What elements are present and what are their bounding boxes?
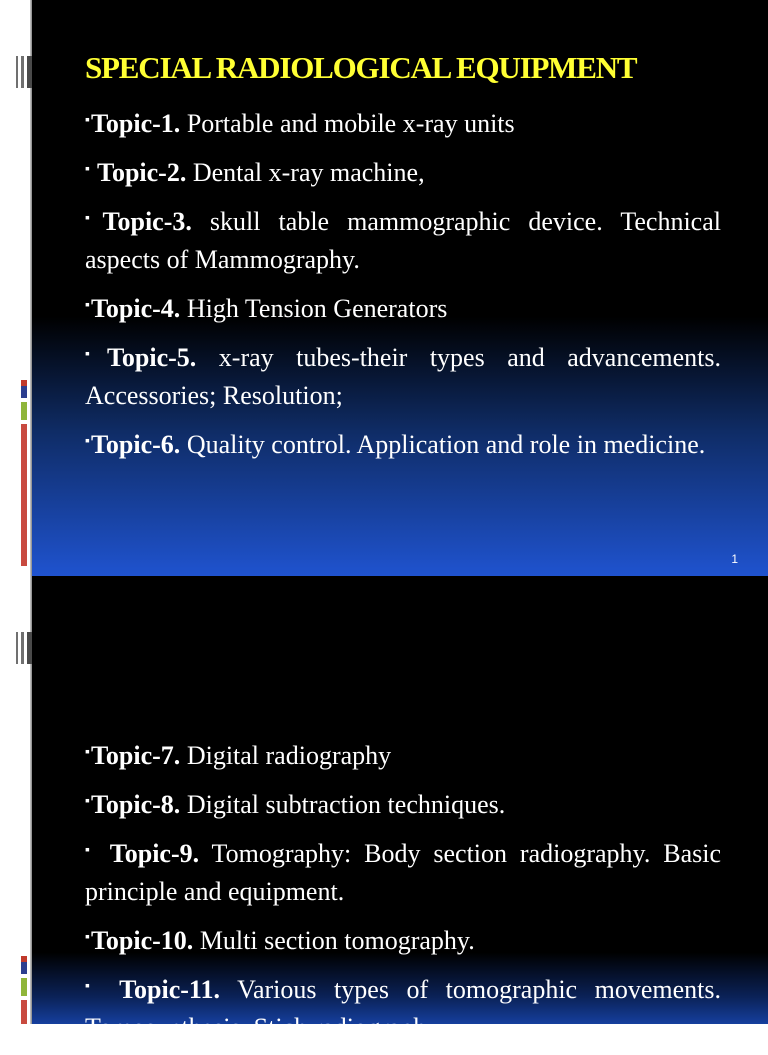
square-bullet-icon: ▪ — [85, 745, 90, 760]
page-number: 1 — [731, 552, 738, 566]
topic-label: Topic-11. — [102, 975, 220, 1004]
topic-text: Various types of tomographic movements. Tomosynthesis. Stich radiography. — [85, 975, 721, 1042]
topic-label: Topic-6. — [90, 430, 181, 459]
list-item — [85, 102, 721, 143]
topic-list — [85, 734, 721, 1055]
topic-text: x-ray tubes-their types and advancements. Accessories; Resolution; — [85, 343, 722, 410]
topic-text: Tomography: Body section radiography. Basic principle and equipment. — [85, 839, 721, 906]
list-item — [85, 423, 721, 464]
square-bullet-icon: ▪ — [85, 162, 90, 177]
square-bullet-icon: ▪ — [85, 930, 90, 945]
topic-label: Topic-10. — [90, 926, 194, 955]
list-item — [85, 919, 721, 960]
topic-label: Topic-8. — [90, 790, 181, 819]
topic-text: Multi section tomography. — [193, 926, 475, 955]
list-item — [85, 336, 721, 415]
list-item — [85, 734, 721, 775]
topic-label: Topic-2. — [90, 158, 187, 187]
topic-text: High Tension Generators — [180, 294, 448, 323]
topic-list — [85, 102, 721, 472]
topic-text: Digital subtraction techniques. — [180, 790, 506, 819]
slide-title: SPECIAL RADIOLOGICAL EQUIPMENT — [85, 50, 637, 85]
topic-label: Topic-7. — [90, 741, 181, 770]
topic-label: Topic-3. — [102, 207, 192, 236]
topic-label: Topic-5. — [106, 343, 197, 372]
square-bullet-icon: ▪ — [85, 298, 90, 313]
topic-text: Digital radiography — [180, 741, 392, 770]
list-item — [85, 968, 721, 1047]
bars-ornament-icon — [16, 56, 32, 88]
square-bullet-icon: ▪ — [85, 113, 90, 128]
topic-label: Topic-4. — [90, 294, 181, 323]
accent-stripe — [21, 380, 27, 566]
topic-text: Dental x-ray machine, — [186, 158, 425, 187]
list-item — [85, 287, 721, 328]
square-bullet-icon: ▪ — [85, 211, 102, 226]
square-bullet-icon: ▪ — [85, 979, 102, 994]
square-bullet-icon: ▪ — [85, 347, 106, 362]
list-item — [85, 200, 721, 279]
square-bullet-icon: ▪ — [85, 434, 90, 449]
square-bullet-icon: ▪ — [85, 843, 97, 858]
topic-label: Topic-9. — [97, 839, 200, 868]
topic-label: Topic-1. — [90, 109, 181, 138]
topic-text: Quality control. Application and role in medicine. — [180, 430, 706, 459]
accent-stripe — [21, 956, 27, 1024]
list-item — [85, 832, 721, 911]
topic-text: Portable and mobile x-ray units — [180, 109, 515, 138]
list-item — [85, 783, 721, 824]
slide-2 — [0, 576, 768, 1042]
list-item — [85, 151, 721, 192]
topic-text: skull table mammographic device. Technical aspects of Mammography. — [85, 207, 721, 274]
square-bullet-icon: ▪ — [85, 794, 90, 809]
bars-ornament-icon — [16, 632, 32, 664]
